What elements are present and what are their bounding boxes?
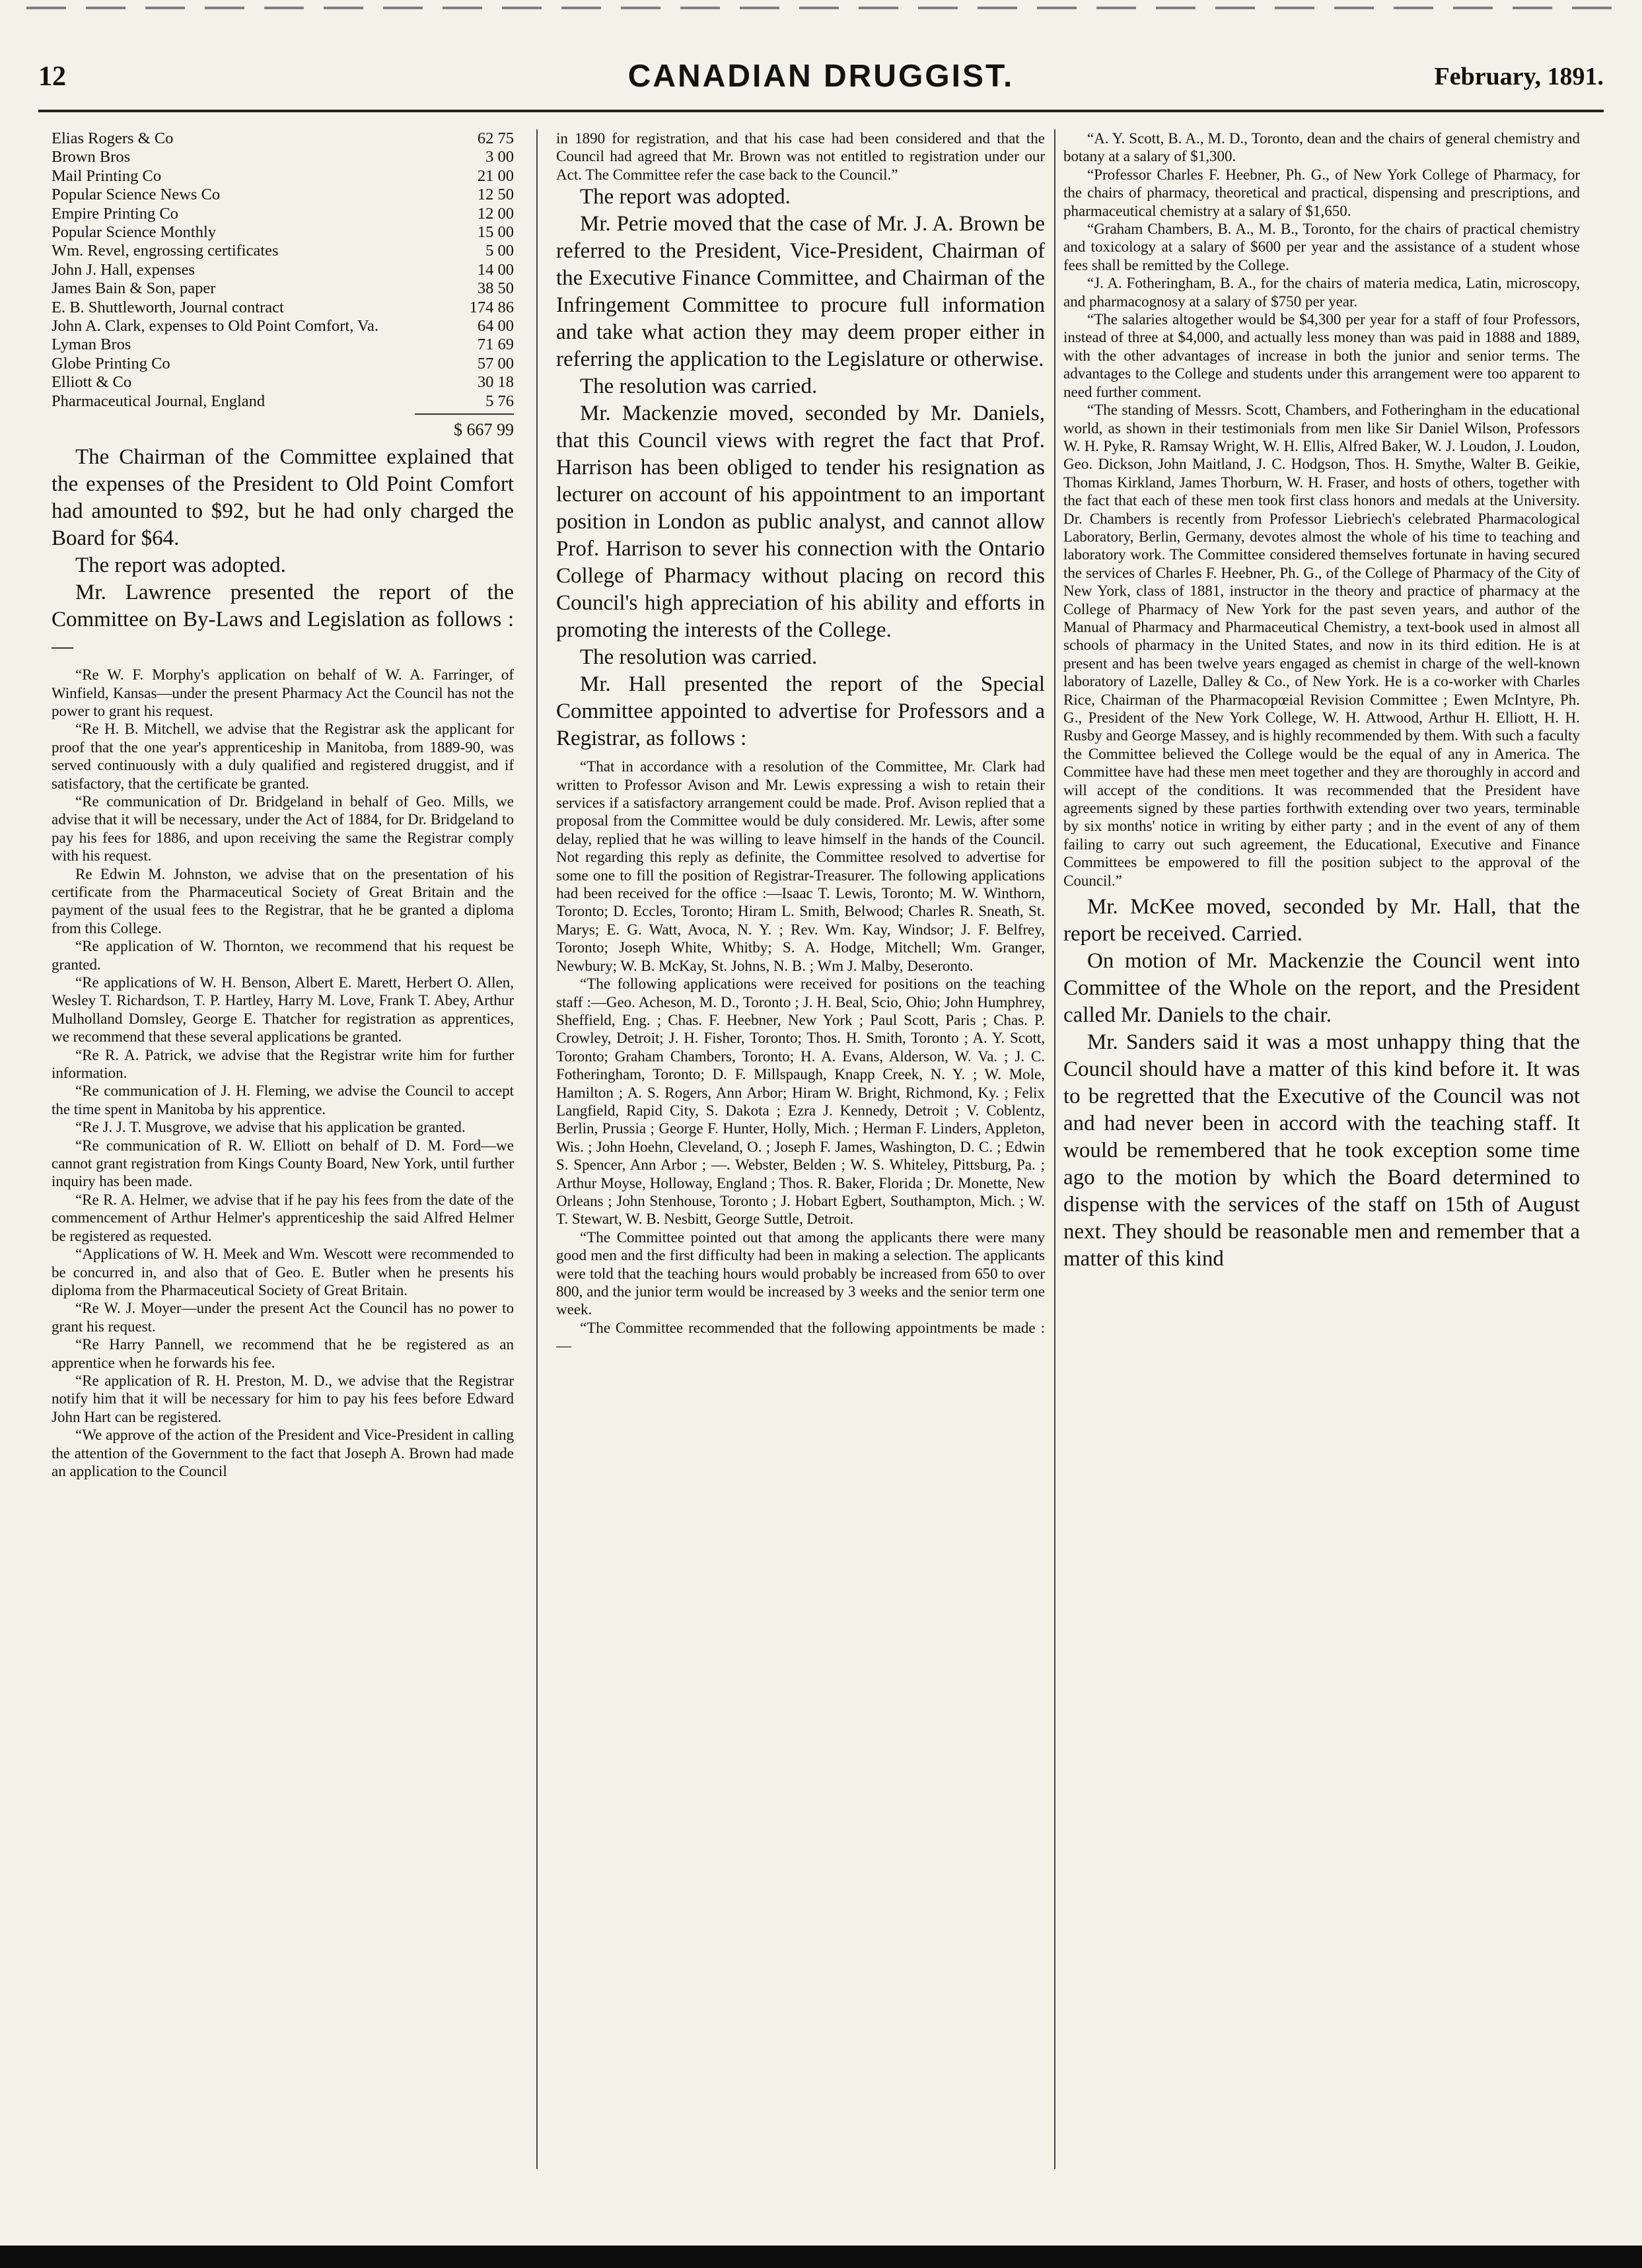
paragraph: The resolution was carried. (580, 645, 818, 670)
account-name: Popular Science Monthly (52, 223, 217, 242)
account-amount: 71 69 (477, 336, 514, 354)
account-name: James Bain & Son, paper (52, 279, 216, 298)
column-divider (536, 129, 538, 2169)
account-name: Popular Science News Co (52, 186, 221, 204)
account-amount: 30 18 (477, 373, 514, 392)
account-name: Pharmaceutical Journal, England (52, 392, 266, 410)
report-quote: “The Committee recommended that the following appointments be made :— (556, 1319, 1045, 1355)
table-row (52, 261, 514, 279)
account-amount: 15 00 (477, 223, 514, 242)
header-rule (38, 110, 1604, 112)
table-row (52, 242, 514, 260)
report-quote: “The salaries altogether would be $4,300 per year for a staff of four Professors, instead of three at $4,000, and actually less money than was paid in 1888 and 1889, with the other advantages of increase in both the junior and senior terms. The advantages to the College and students under this arrangement were too apparent to need further comment. (1063, 311, 1580, 400)
account-amount: 64 00 (477, 317, 514, 336)
report-item: “Re communication of R. W. Elliott on behalf of D. M. Ford—we cannot grant registration from Kings County Board, New York, until further inquiry has been made. (52, 1137, 514, 1190)
page-header (38, 61, 1604, 107)
account-name: John J. Hall, expenses (52, 260, 196, 279)
table-row (52, 148, 514, 166)
account-name: Empire Printing Co (52, 204, 178, 223)
table-row (52, 167, 514, 186)
account-amount: 12 50 (477, 186, 514, 204)
column-divider (1054, 129, 1055, 2169)
account-name: Brown Bros (52, 148, 131, 166)
report-item: “Re J. J. T. Musgrove, we advise that his application be granted. (75, 1119, 466, 1136)
report-item: “Applications of W. H. Meek and Wm. Wescott were recommended to be concurred in, and also that of Geo. E. Butler when he presents his diploma from the Pharmaceutical Society of Great Britain. (52, 1246, 514, 1298)
account-amount: 38 50 (477, 279, 514, 298)
account-amount: 5 76 (485, 392, 514, 410)
account-name: Elias Rogers & Co (52, 129, 174, 147)
account-amount: 14 00 (477, 260, 514, 279)
report-item: “Re communication of J. H. Fleming, we advise the Council to accept the time spent in Manitoba by his apprentice. (52, 1082, 514, 1117)
column-3 (1063, 129, 1580, 2169)
paragraph: On motion of Mr. Mackenzie the Council went into Committee of the Whole on the report, and the President called Mr. Daniels to the chair. (1063, 949, 1580, 1028)
report-quote: “J. A. Fotheringham, B. A., for the chairs of materia medica, Latin, microscopy, and pharmacognosy at a salary of $750 per year. (1063, 275, 1580, 310)
table-row (52, 373, 514, 392)
report-continuation: in 1890 for registration, and that his case had been considered and that the Council had agreed that Mr. Brown was not entitled to registration under our Act. The Committee refer the case back to the Council.” (556, 130, 1045, 183)
report-item: “Re applications of W. H. Benson, Albert E. Marett, Herbert O. Allen, Wesley T. Richardson, T. P. Hartley, Harry M. Love, Frank T. Abey, Arthur Mulholland Domsley, George E. Thatcher for registration as apprentices, we recommend that these several applications be granted. (52, 974, 514, 1045)
account-name: Mail Printing Co (52, 166, 162, 185)
table-row (52, 129, 514, 148)
account-amount: 3 00 (485, 148, 514, 166)
paragraph: Mr. Mackenzie moved, seconded by Mr. Daniels, that this Council views with regret the fact that Prof. Harrison has been obliged to tender his resignation as lecturer on account of his appointment to an important position in London as public analyst, and cannot allow Prof. Harrison to sever his connection with the Ontario College of Pharmacy without placing on record this Council's high appreciation of his ability and efforts in promoting the interests of the College. (556, 402, 1045, 643)
issue-date: February, 1891. (1434, 63, 1604, 90)
table-row (52, 317, 514, 336)
page-number: 12 (38, 61, 66, 92)
report-item: “Re Harry Pannell, we recommend that he be registered as an apprentice when he forwards his fee. (52, 1336, 514, 1371)
paragraph: Mr. Hall presented the report of the Special Committee appointed to advertise for Professors and a Registrar, as follows : (556, 672, 1045, 751)
report-item: “Re communication of Dr. Bridgeland in behalf of Geo. Mills, we advise that it will be necessary, under the Act of 1884, for Dr. Bridgeland to pay his fees for 1886, and upon receiving the same the Registrar comply with his request. (52, 793, 514, 865)
report-quote: “The standing of Messrs. Scott, Chambers, and Fotheringham in the educational world, as shown in their testimonials from men like Sir Daniel Wilson, Professors W. H. Pyke, R. Ramsay Wright, W. H. Ellis, Alfred Baker, W. J. Loudon, J. Loudon, Geo. Dickson, John Maitland, J. C. Hodgson, Thos. H. Smythe, Walter B. Geikie, Thomas Kirkland, James Thorburn, W. H. Fraser, and hosts of others, together with the fact that each of these men took first class honors and medals at the University. Dr. Chambers is recently from Professor Liebriech's celebrated Pharmacological Laboratory, Berlin, Germany, devotes almost the whole of his time to teaching and laboratory work. The Committee considered themselves fortunate in having secured the services of Charles F. Heebner, Ph. G., of the College of Pharmacy of the City of New York, class of 1881, instructor in the theory and practice of pharmacy at the College of Pharmacy of New York for the past seven years, and author of the Manual of Pharmacy and Pharmaceutical Chemistry, a text-book used in almost all schools of pharmacy in the United States, and now in its third edition. He is at present and has been twelve years engaged as chemist in charge of the well-known laboratory of Lazelle, Dalley & Co., of New York. He is a co-worker with Charles Rice, Chairman of the Pharmacopœial Revision Committee ; Ewen McIntyre, Ph. G., President of the New York College, W. H. Attwood, Arthur H. Elliott, H. H. Rusby and George Massey, and is highly recommended by them. With such a faculty the Committee believed the College would be the equal of any in America. The Committee have had these men meet together and they are thoroughly in accord and will accept of the conditions. It was recommended that the President have agreements signed by these parties forthwith extending over two years, terminable by six months' notice in writing by either party ; and in the event of any of them failing to carry out such agreement, the Educational, Executive and Finance Committees be empowered to fill the position subject to the approval of the Council.” (1063, 402, 1580, 889)
report-item: “Re W. J. Moyer—under the present Act the Council has no power to grant his request. (52, 1300, 514, 1335)
report-item: “We approve of the action of the President and Vice-President in calling the attention of the Government to the fact that Joseph A. Brown had made an application to the Council (52, 1427, 514, 1479)
account-amount: 12 00 (477, 204, 514, 223)
table-row (52, 186, 514, 204)
paragraph: The report was adopted. (580, 185, 791, 209)
account-name: Globe Printing Co (52, 354, 170, 372)
account-amount: 174 86 (469, 298, 514, 316)
table-row (52, 299, 514, 317)
paragraph: The resolution was carried. (580, 374, 818, 399)
report-quote: “A. Y. Scott, B. A., M. D., Toronto, dean and the chairs of general chemistry and botany at a salary of $1,300. (1063, 130, 1580, 165)
report-quote: “Graham Chambers, B. A., M. B., Toronto, for the chairs of practical chemistry and toxicology at a salary of $600 per year and the assistance of a student whose fees shall be remitted by the College. (1063, 221, 1580, 273)
report-item: “Re R. A. Patrick, we advise that the Registrar write him for further information. (52, 1046, 514, 1082)
report-item: Re Edwin M. Johnston, we advise that on the presentation of his certificate from the Pharmaceutical Society of Great Britain and the payment of the usual fees to the Registrar, that he be granted a diploma from this College. (52, 865, 514, 937)
account-amount: 57 00 (477, 354, 514, 372)
report-item: “Re R. A. Helmer, we advise that if he pay his fees from the date of the commencement of Arthur Helmer's apprenticeship the said Alfred Helmer be registered as requested. (52, 1191, 514, 1244)
account-name: Lyman Bros (52, 336, 131, 354)
publication-title: CANADIAN DRUGGIST. (627, 59, 1015, 94)
paragraph: Mr. Sanders said it was a most unhappy thing that the Council should have a matter of this kind before it. It was to be regretted that the Executive of the Council was not and had never been in accord with the teaching staff. It would be remembered that he took exception some time ago to the motion by which the Board determined to dispense with the services of the staff on 15th of August next. They should be reasonable men and remember that a matter of this kind (1063, 1030, 1580, 1271)
accounts-total: $ 667 99 (415, 413, 514, 440)
table-row (52, 355, 514, 373)
account-amount: 62 75 (477, 129, 514, 147)
report-item: “Re application of W. Thornton, we recommend that his request be granted. (52, 938, 514, 973)
account-name: Wm. Revel, engrossing certificates (52, 242, 279, 260)
paragraph: The Chairman of the Committee explained that the expenses of the President to Old Point Comfort had amounted to $92, but he had only charged the Board for $64. (52, 445, 514, 551)
table-row (52, 392, 514, 411)
report-quote: “That in accordance with a resolution of the Committee, Mr. Clark had written to Professor Avison and Mr. Lewis expressing a wish to retain their services if a satisfactory arrangement could be made. Prof. Avison replied that a proposal from the Committee would be duly considered. Mr. Lewis, after some delay, replied that he was willing to leave himself in the hands of the Council. Not regarding this reply as definite, the Committee resolved to advertise for some one to fill the position of Registrar-Treasurer. The following applications had been received for the office :—Isaac T. Lewis, Toronto; M. W. Winthorn, Toronto; D. Eccles, Toronto; Hiram L. Smith, Belwood; Charles R. Sneath, St. Marys; E. G. Watt, Avoca, N. Y. ; Rev. Wm. Kay, Windsor; J. F. Belfrey, Toronto; Joseph White, Whitby; S. A. Hodge, Mitchell; Wm. Granger, Newbury; W. B. McKay, St. Johns, N. B. ; Wm J. Malby, Deseronto. (556, 758, 1045, 974)
report-item: “Re application of R. H. Preston, M. D., we advise that the Registrar notify him that it will be necessary for him to pay his fees before Edward John Hart can be registered. (52, 1372, 514, 1425)
account-amount: 21 00 (477, 166, 514, 185)
table-row (52, 336, 514, 354)
column-2 (556, 129, 1045, 2169)
top-border (26, 7, 1616, 9)
table-row (52, 205, 514, 223)
accounts-table (52, 129, 514, 411)
report-quote: “The following applications were received for positions on the teaching staff :—Geo. Acheson, M. D., Toronto ; J. H. Beal, Scio, Ohio; John Humphrey, Sheffield, Eng. ; Chas. F. Heebner, New York ; Paul Scott, Paris ; Chas. P. Crowley, Detroit; J. H. Fisher, Toronto; Thos. H. Smith, Toronto ; A. Y. Scott, Toronto; Graham Chambers, Toronto; H. A. Evans, Alderson, W. Va. ; J. C. Fotheringham, Toronto; D. F. Millspaugh, Knapp Creek, N. Y. ; W. Mole, Hamilton ; A. S. Rogers, Ann Arbor; Hiram W. Bright, Richmond, Ky. ; Felix Langfield, Rapid City, S. Dakota ; Ezra J. Kennedy, Detroit ; V. Coblentz, Berlin, Prussia ; George F. Hunter, Holly, Mich. ; Herman F. Linders, Appleton, Wis. ; John Hoehn, Cleveland, O. ; Joseph F. James, Washington, D. C. ; Edwin S. Spencer, Ann Arbor ; —. Webster, Belden ; W. S. Whiteley, Pittsburg, Pa. ; Arthur Moyse, Holloway, England ; Thos. R. Baker, Florida ; Dr. Monette, New Orleans ; John Stenhouse, Toronto ; J. Hobart Egbert, Southampton, Mich. ; W. T. Stewart, W. B. Nesbitt, George Suttle, Detroit. (556, 975, 1045, 1228)
report-quote: “The Committee pointed out that among the applicants there were many good men and the first difficulty had been in making a selection. The applicants were told that the teaching hours would probably be increased from 650 to over 800, and the junior term would be increased by 3 weeks and the senior term one week. (556, 1228, 1045, 1318)
report-item: “Re H. B. Mitchell, we advise that the Registrar ask the applicant for proof that the one year's apprenticeship in Manitoba, from 1889-90, was served continuously with a duly qualified and registered druggist, and if satisfactory, that the certificate be granted. (52, 721, 514, 792)
report-item: “Re W. F. Morphy's application on behalf of W. A. Farringer, of Winfield, Kansas—under the present Pharmacy Act the Council has not the power to grant his request. (52, 666, 514, 719)
table-row (52, 279, 514, 298)
account-name: John A. Clark, expenses to Old Point Comfort, Va. (52, 317, 378, 336)
paragraph: The report was adopted. (75, 553, 286, 578)
paragraph: Mr. Lawrence presented the report of the Committee on By-Laws and Legislation as follows :— (52, 581, 514, 659)
report-quote: “Professor Charles F. Heebner, Ph. G., of New York College of Pharmacy, for the chairs of pharmacy, theoretical and practical, dispensing and prescriptions, and pharmaceutical chemistry at a salary of $1,650. (1063, 166, 1580, 219)
bottom-border (0, 2246, 1642, 2268)
account-name: Elliott & Co (52, 373, 132, 392)
table-row (52, 223, 514, 242)
paragraph: Mr. McKee moved, seconded by Mr. Hall, that the report be received. Carried. (1063, 895, 1580, 946)
column-1 (52, 129, 514, 2169)
account-name: E. B. Shuttleworth, Journal contract (52, 298, 284, 316)
paragraph: Mr. Petrie moved that the case of Mr. J. A. Brown be referred to the President, Vice-President, Chairman of the Executive Finance Committee, and Chairman of the Infringement Committee to procure full information and take what action they may deem proper either in referring the application to the Legislature or otherwise. (556, 212, 1045, 372)
account-amount: 5 00 (485, 242, 514, 260)
